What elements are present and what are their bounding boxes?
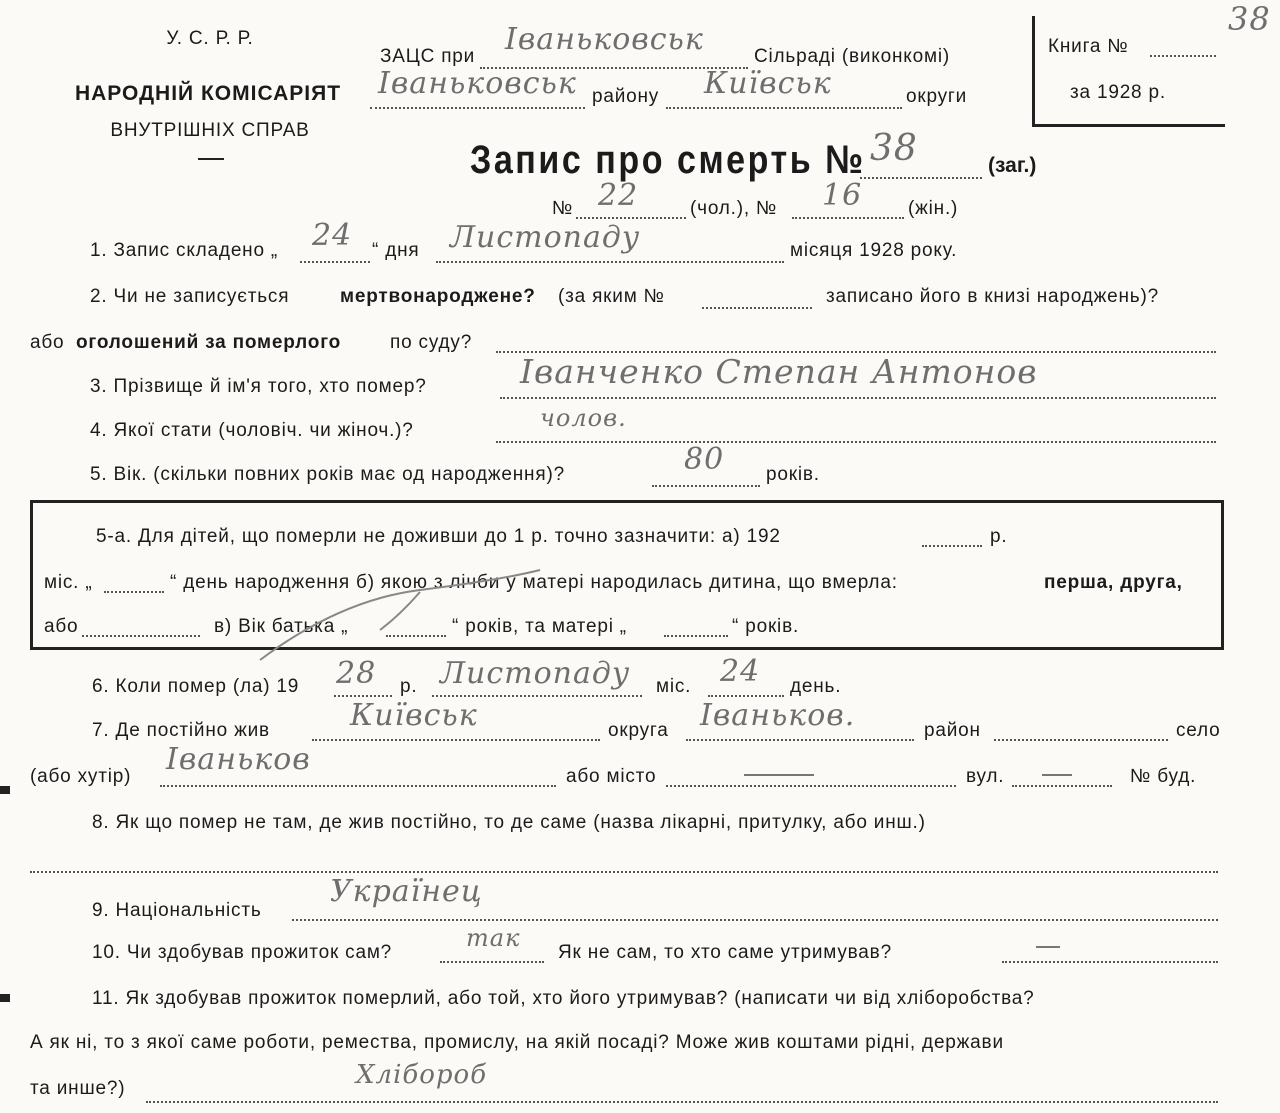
field2-court: по суду? (390, 332, 473, 353)
field7-street: вул. (966, 766, 1005, 787)
field10-who: Як не сам, то хто саме утримував? (558, 942, 892, 963)
zags-label: ЗАЦС при (380, 46, 476, 67)
residence-village: Іваньков (166, 742, 311, 777)
field2-number-line (702, 306, 812, 309)
field5-years: років. (766, 464, 820, 485)
deceased-name: Іванченко Степан Антонов (520, 352, 1038, 391)
field6-year-line (334, 694, 392, 697)
death-month: Листопаду (440, 656, 631, 691)
field2-label: 2. Чи не записується (90, 286, 290, 307)
field1-month-line (436, 260, 784, 263)
field10-label: 10. Чи здобував прожиток сам? (92, 942, 393, 963)
record-title: Запис про смерть № (470, 138, 866, 182)
book-label: Книга № (1048, 36, 1129, 57)
field5a-years: “ років. (732, 616, 800, 637)
district-label: району (592, 86, 660, 107)
male-no-line (576, 216, 686, 219)
field5a-father-age: в) Вік батька „ (214, 616, 349, 637)
field6-day-line (708, 694, 784, 697)
okrug-line (666, 106, 902, 109)
selrada-label: Сільраді (виконкомі) (754, 46, 950, 67)
field5a-birthday: “ день народження б) якою з лічби у матері народилась дитина, що вмерла: (170, 572, 898, 593)
okrug-value: Київськ (704, 66, 832, 101)
nationality: Українец (330, 874, 483, 909)
header-dash (198, 158, 224, 160)
field5a-line1: 5-а. Для дітей, що померли не доживши до 1 р. точно зазначити: а) 192 (96, 526, 781, 547)
field2-stillborn: мертвонароджене? (340, 286, 536, 307)
field9-line (292, 918, 1218, 921)
field7-khutir-line (160, 784, 556, 787)
field7-street-line (1012, 784, 1112, 787)
field1-label: 1. Запис складено „ (90, 240, 279, 261)
residence-okrug: Київськ (350, 698, 478, 733)
record-suffix: (заг.) (988, 154, 1037, 177)
field5-line (652, 484, 760, 487)
usrr-heading: У. С. Р. Р. (166, 28, 254, 49)
field5-label: 5. Вік. (скільки повних років має од народження)? (90, 464, 565, 485)
book-box (1032, 16, 1225, 127)
field3-label: 3. Прізвище й ім'я того, хто помер? (90, 376, 427, 397)
field2-declared: оголошений за померлого (76, 332, 342, 353)
internal-affairs-heading: ВНУТРІШНІХ СПРАВ (110, 120, 310, 141)
book-number-line (1150, 54, 1216, 57)
binding-mark (0, 786, 10, 794)
field6-mis: міс. (656, 676, 692, 697)
book-year: за 1928 р. (1070, 82, 1166, 103)
field6-label: 6. Коли помер (ла) 19 (92, 676, 300, 697)
field5a-r: р. (990, 526, 1008, 547)
field5a-or-line (82, 634, 200, 637)
district-value: Іваньковськ (378, 66, 577, 101)
field6-month-line (432, 694, 642, 697)
field7-village-label: село (1176, 720, 1221, 741)
field1-day: 24 (312, 218, 353, 253)
field8-line (30, 870, 1218, 873)
female-label: (жін.) (908, 198, 959, 219)
field5a-month-line (104, 590, 164, 593)
self-supported: так (466, 924, 521, 952)
field8-label: 8. Як що помер не там, де жив постійно, то де саме (назва лікарні, притулку, або инш.) (92, 812, 926, 833)
field7-city-line (666, 784, 956, 787)
field5a-mother-age: “ років, та матері „ (452, 616, 627, 637)
field6-r: р. (400, 676, 418, 697)
deceased-age: 80 (684, 442, 725, 477)
field7-okrug-line (312, 738, 600, 741)
record-number-line (860, 176, 982, 179)
female-number: 16 (822, 178, 863, 213)
page-number: 38 (1228, 0, 1271, 38)
zags-village-value: Іваньковськ (505, 22, 704, 57)
field7-city-dash (744, 774, 814, 776)
field5a-order: перша, друга, (1044, 572, 1183, 593)
field7-street-dash (1042, 774, 1072, 776)
field7-label: 7. Де постійно жив (92, 720, 270, 741)
field4-label: 4. Якої стати (чоловіч. чи жіноч.)? (90, 420, 414, 441)
okrug-label: округи (906, 86, 968, 107)
field10-dash (1036, 946, 1060, 948)
field9-label: 9. Національність (92, 900, 262, 921)
field4-line (496, 440, 1216, 443)
field6-day: день. (790, 676, 842, 697)
deceased-sex: чолов. (540, 404, 627, 432)
death-day: 24 (720, 654, 761, 689)
field5a-mother-line (664, 634, 728, 637)
field1-dnya: “ дня (372, 240, 420, 261)
field7-okrug-label: округа (608, 720, 669, 741)
field1-month: Листопаду (450, 220, 641, 255)
field7-city: або місто (566, 766, 657, 787)
field7-village-line (994, 738, 1168, 741)
field3-line (500, 396, 1216, 399)
field11-line (146, 1100, 1218, 1103)
field7-raion-line (686, 738, 914, 741)
field5a-or: або (44, 616, 79, 637)
commissariat-heading: НАРОДНІЙ КОМІСАРІЯТ (74, 82, 342, 105)
field1-day-line (300, 260, 370, 263)
male-number: 22 (598, 178, 639, 213)
field11-label: 11. Як здобував прожиток померлий, або той, хто його утримував? (написати чи від хліборобства? (92, 988, 1035, 1009)
cancel-stroke (250, 560, 550, 670)
occupation: Хлібороб (356, 1060, 488, 1090)
field2-which: (за яким № (558, 286, 665, 307)
field11-line2: А як ні, то з якої саме роботи, ремества, промислу, на якій посаді? Може жив коштами рідні, держави (30, 1032, 1004, 1053)
field5a-month: міс. „ (44, 572, 93, 593)
field7-raion-label: район (924, 720, 981, 741)
field5a-year-line (922, 544, 982, 547)
field7-khutir: (або хутір) (30, 766, 132, 787)
district-line (370, 106, 585, 109)
field7-house: № буд. (1130, 766, 1197, 787)
male-no-symbol: № (552, 198, 574, 219)
binding-mark (0, 994, 10, 1002)
male-label: (чол.), № (690, 198, 778, 219)
field11-line3: та инше?) (30, 1078, 126, 1099)
record-number: 38 (870, 128, 918, 169)
residence-raion: Іваньков. (700, 698, 856, 733)
field10-who-line (1002, 960, 1218, 963)
field1-rest: місяця 1928 року. (790, 240, 958, 261)
field10-self-line (440, 960, 544, 963)
female-no-line (792, 216, 904, 219)
death-year: 28 (336, 656, 377, 691)
field2-or: або (30, 332, 65, 353)
field2-recorded: записано його в книзі народжень)? (826, 286, 1159, 307)
